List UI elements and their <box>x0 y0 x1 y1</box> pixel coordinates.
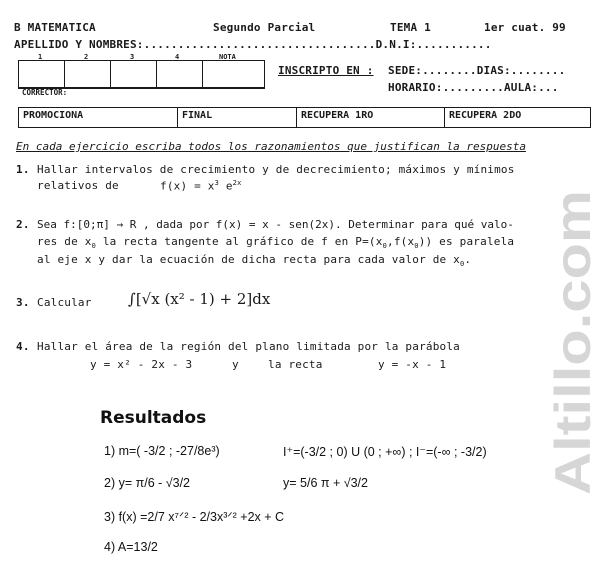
score-num-1: 1 <box>38 53 43 61</box>
inscripto-label: INSCRIPTO EN : <box>278 64 374 77</box>
option-recupera-2do[interactable] <box>445 108 590 127</box>
result-2b: y= 5/6 π + √3/2 <box>283 476 368 490</box>
horario-line: HORARIO:.........AULA:... <box>388 81 559 94</box>
ex1-line1: Hallar intervalos de crecimiento y de decrecimiento; máximos y mínimos <box>37 163 515 176</box>
ex4-line1: Hallar el área de la región del plano limitada por la parábola <box>37 340 460 353</box>
score-boxes <box>18 60 265 88</box>
ex2-line2 <box>37 235 514 250</box>
result-3: 3) f(x) =2/7 x⁷ᐟ² - 2/3x³ᐟ² +2x + C <box>104 510 285 524</box>
result-2a: 2) y= π/6 - √3/2 <box>104 476 191 490</box>
result-4: 4) A=13/2 <box>104 540 158 554</box>
ex1-func-base: f(x) = x <box>160 179 215 193</box>
instructions: En cada ejercicio escriba todos los razonamientos que justifican la respuesta <box>16 140 526 153</box>
ex2-line2d: )) es paralela <box>418 235 515 248</box>
option-promociona[interactable] <box>19 108 178 127</box>
option-final-label: FINAL <box>182 110 213 121</box>
ex4-line: y = -x - 1 <box>378 358 447 371</box>
ex2-line3 <box>37 253 471 268</box>
ex1-function <box>160 179 242 193</box>
ex1-func-e: e <box>219 179 233 193</box>
ex1-line2: relativos de <box>37 179 119 192</box>
ex1-number: 1. <box>16 163 30 176</box>
watermark-logo <box>530 190 608 500</box>
score-num-3: 3 <box>130 53 135 61</box>
score-box-nota[interactable] <box>203 61 263 87</box>
score-box-3[interactable] <box>111 61 157 87</box>
option-recupera-1ro[interactable] <box>297 108 445 127</box>
option-recupera-1ro-label: RECUPERA 1RO <box>301 110 374 121</box>
sede-line: SEDE:........DIAS:........ <box>388 64 566 77</box>
ex2-sub-3: 0 <box>414 242 419 251</box>
ex2-line3end: . <box>464 253 472 266</box>
ex2-sub-1: 0 <box>91 242 97 251</box>
watermark-text: Altillo.com <box>545 239 601 495</box>
tema-label: TEMA 1 <box>390 21 431 34</box>
ex2-line2c: ,f(x <box>387 235 415 248</box>
ex2-sub-4: 0 <box>460 260 465 269</box>
options-table <box>18 107 591 128</box>
ex1-func-exp: 3 <box>214 179 220 187</box>
score-box-2[interactable] <box>65 61 111 87</box>
ex2-line2b: la recta tangente al gráfico de f en P=(x <box>96 235 383 248</box>
score-box-4[interactable] <box>157 61 203 87</box>
option-promociona-label: PROMOCIONA <box>23 110 84 121</box>
ex4-recta: la recta <box>268 358 323 371</box>
name-line: APELLIDO Y NOMBRES:..................................D.N.I:........... <box>14 38 492 51</box>
course-label: B MATEMATICA <box>14 21 96 34</box>
option-recupera-2do-label: RECUPERA 2DO <box>449 110 522 121</box>
exam-label: Segundo Parcial <box>213 21 316 34</box>
results-title: Resultados <box>100 408 207 428</box>
result-1b: I⁺=(-3/2 ; 0) U (0 ; +∞) ; I⁻=(-∞ ; -3/2) <box>283 445 487 459</box>
ex2-sub-2: 0 <box>382 242 387 251</box>
score-box-1[interactable] <box>19 61 65 87</box>
ex4-parabola: y = x² - 2x - 3 <box>90 358 193 371</box>
ex2-line1: Sea f:[0;π] → R , dada por f(x) = x - sen(2x). Determinar para qué valo- <box>37 218 514 231</box>
result-1a: 1) m=( -3/2 ; -27/8e³) <box>104 444 220 458</box>
ex2-line2a: res de x <box>37 235 92 248</box>
period-label: 1er cuat. 99 <box>484 21 566 34</box>
score-num-4: 4 <box>175 53 180 61</box>
ex3-number: 3. <box>16 296 30 309</box>
ex2-number: 2. <box>16 218 30 231</box>
ex3-integral: ∫[√x (x² - 1) + 2]dx <box>128 290 271 308</box>
ex3-text: Calcular <box>37 296 92 309</box>
corrector-label: CORRECTOR: <box>22 88 68 97</box>
ex4-y: y <box>232 358 239 371</box>
option-final[interactable] <box>178 108 297 127</box>
score-num-2: 2 <box>84 53 89 61</box>
ex2-line3a: al eje x y dar la ecuación de dicha recta para cada valor de x <box>37 253 460 266</box>
score-nota: NOTA <box>219 53 236 61</box>
ex1-func-exp2: 2x <box>232 179 242 187</box>
ex4-number: 4. <box>16 340 30 353</box>
